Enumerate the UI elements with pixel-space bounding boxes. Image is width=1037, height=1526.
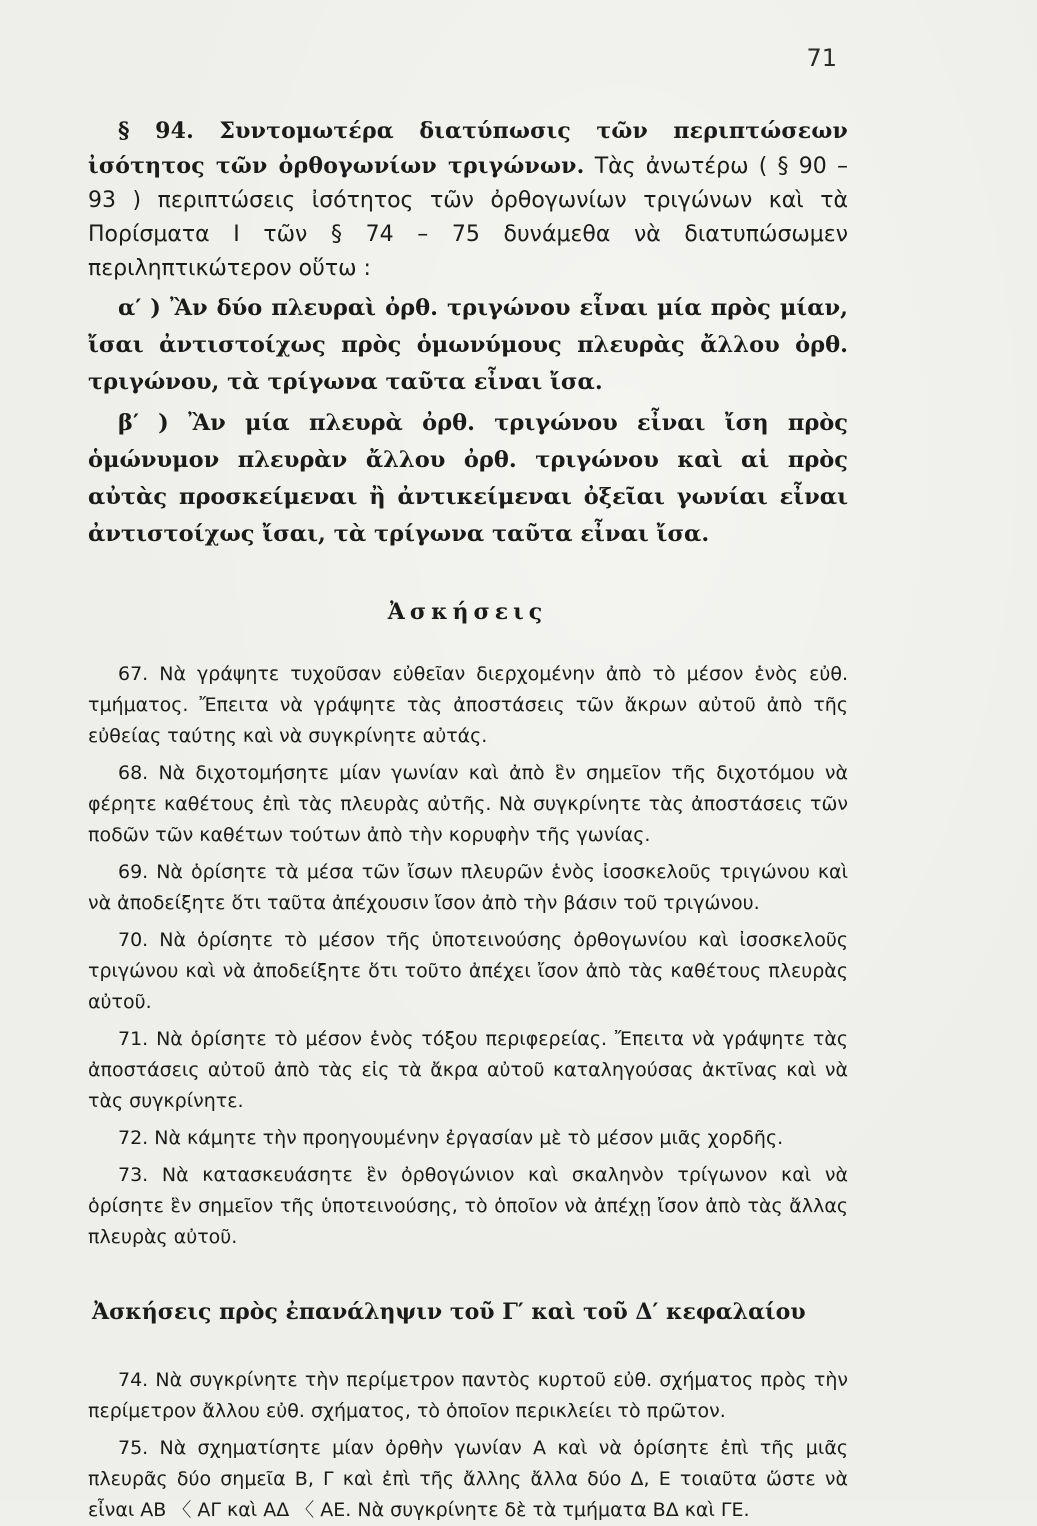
exercise-69: 69. Νὰ ὁρίσητε τὰ μέσα τῶν ἴσων πλευρῶν ἑνὸς ἰσοσκελοῦς τριγώνου καὶ νὰ ἀποδείξητε ὅτι ταῦτα ἀπέχουσιν ἴσον ἀπὸ τὴν βάσιν τοῦ τριγώνου. (88, 861, 848, 914)
exercise-73: 73. Νὰ κατασκευάσητε ἓν ὀρθογώνιον καὶ σκαληνὸν τρίγωνον καὶ νὰ ὁρίσητε ἓν σημεῖον τῆς ὑποτεινούσης, τὸ ὁποῖον νὰ ἀπέχῃ ἴσον ἀπὸ τὰς ἄλλας πλευρὰς αὐτοῦ. (88, 1164, 848, 1248)
statement-b: β′ ) Ἂν μία πλευρὰ ὀρθ. τριγώνου εἶναι ἴση πρὸς ὁμώνυμον πλευρὰν ἄλλου ὀρθ. τριγώνου καὶ αἱ πρὸς αὐτὰς προσκείμεναι ἢ ἀντικείμεναι ὀξεῖαι γωνίαι εἶναι ἀντιστοίχως ἴσαι, τὰ τρίγωνα ταῦτα εἶναι ἴσα. (88, 410, 848, 547)
section-94-heading: § 94. Συντομωτέρα διατύπωσις τῶν περιπτώσεων ἰσότητος τῶν ὀρθογωνίων τριγώνων. (88, 118, 848, 179)
section-94-intro (88, 114, 848, 286)
review-exercises-list (88, 1365, 848, 1526)
review-heading: Ἀσκήσεις πρὸς ἐπανάληψιν τοῦ Γ′ καὶ τοῦ Δ′ κεφαλαίου (92, 1299, 806, 1325)
exercise-75: 75. Νὰ σχηματίσητε μίαν ὀρθὴν γωνίαν Α καὶ νὰ ὁρίσητε ἐπὶ τῆς μιᾶς πλευρᾶς δύο σημεῖα Β, Γ καὶ ἐπὶ τῆς ἄλλης ἄλλα δύο Δ, Ε τοιαῦτα ὥστε νὰ εἶναι ΑΒ 〈 ΑΓ καὶ ΑΔ 〈 ΑΕ. Νὰ συγκρίνητε δὲ τὰ τμήματα ΒΔ καὶ ΓΕ. (88, 1437, 848, 1521)
exercises-heading: Ἀσκήσεις (387, 599, 548, 625)
section-94-intro-text: Τὰς ἀνωτέρω ( § 90 – 93 ) περιπτώσεις ἰσότητος τῶν ὀρθογωνίων τριγώνων καὶ τὰ Πορίσματα I τῶν § 74 – 75 δυνάμεθα νὰ διατυπώσωμεν περιληπτικώτερον οὕτω : (88, 154, 849, 281)
section-94 (88, 114, 848, 553)
exercise-67: 67. Νὰ γράψητε τυχοῦσαν εὐθεῖαν διερχομένην ἀπὸ τὸ μέσον ἑνὸς εὐθ. τμήματος. Ἔπειτα νὰ γράψητε τὰς ἀποστάσεις τῶν ἄκρων αὐτοῦ ἀπὸ τῆς εὐθείας ταύτης καὶ νὰ συγκρίνητε αὐτάς. (88, 663, 848, 747)
exercise-72: 72. Νὰ κάμητε τὴν προηγουμένην ἐργασίαν μὲ τὸ μέσον μιᾶς χορδῆς. (118, 1127, 784, 1149)
page-number: 71 (806, 44, 837, 72)
exercises-list (88, 659, 848, 1253)
exercise-68: 68. Νὰ διχοτομήσητε μίαν γωνίαν καὶ ἀπὸ ἓν σημεῖον τῆς διχοτόμου νὰ φέρητε καθέτους ἐπὶ τὰς πλευρὰς αὐτῆς. Νὰ συγκρίνητε τὰς ἀποστάσεις τῶν ποδῶν τῶν καθέτων τούτων ἀπὸ τὴν κορυφὴν τῆς γωνίας. (88, 762, 848, 846)
exercise-70: 70. Νὰ ὁρίσητε τὸ μέσον τῆς ὑποτεινούσης ὀρθογωνίου καὶ ἰσοσκελοῦς τριγώνου καὶ νὰ ἀποδείξητε ὅτι τοῦτο ἀπέχει ἴσον ἀπὸ τὰς καθέτους πλευρὰς αὐτοῦ. (88, 929, 848, 1013)
exercise-74: 74. Νὰ συγκρίνητε τὴν περίμετρον παντὸς κυρτοῦ εὐθ. σχήματος πρὸς τὴν περίμετρον ἄλλου εὐθ. σχήματος, τὸ ὁποῖον περικλείει τὸ πρῶτον. (88, 1369, 848, 1422)
exercise-71: 71. Νὰ ὁρίσητε τὸ μέσον ἑνὸς τόξου περιφερείας. Ἔπειτα νὰ γράψητε τὰς ἀποστάσεις αὐτοῦ ἀπὸ τὰς εἰς τὰ ἄκρα αὐτοῦ καταληγούσας ἀκτῖνας καὶ νὰ τὰς συγκρίνητε. (88, 1028, 848, 1112)
statement-a: α′ ) Ἂν δύο πλευραὶ ὀρθ. τριγώνου εἶναι μία πρὸς μίαν, ἴσαι ἀντιστοίχως πρὸς ὁμωνύμους πλευρὰς ἄλλου ὀρθ. τριγώνου, τὰ τρίγωνα ταῦτα εἶναι ἴσα. (88, 295, 848, 395)
